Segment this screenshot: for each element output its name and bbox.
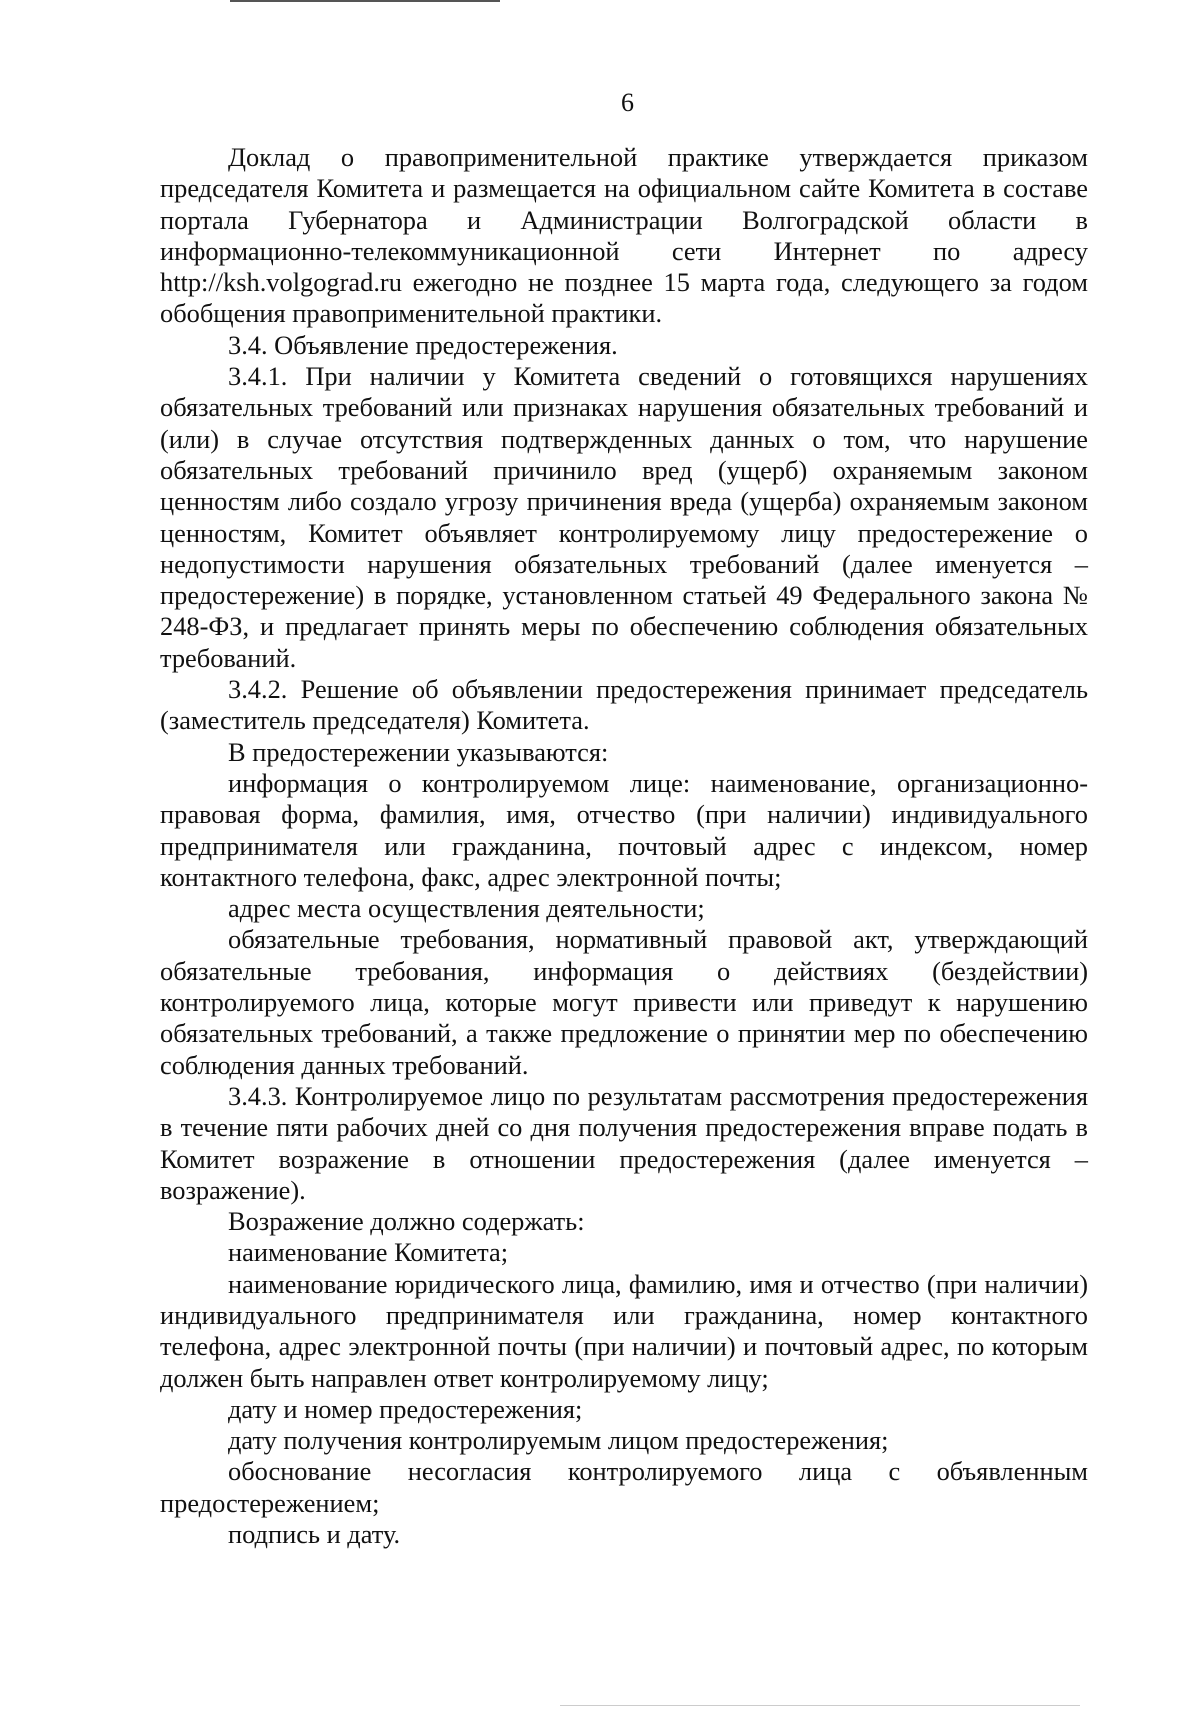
page-number: 6 (621, 88, 634, 117)
document-body (160, 142, 1088, 1550)
list-item-activity-address: адрес места осуществления деятельности; (228, 893, 705, 924)
scan-edge-bottom (560, 1705, 1080, 1706)
paragraph-3-4-3: 3.4.3. Контролируемое лицо по результатам рассмотрения предостережения в течение пяти рабочих дней со дня получения предостережения вправе подать в Комитет возражение в отношении предостережения (далее именуется – возражение). (160, 1080, 1088, 1205)
list-item-controlled-person-info: информация о контролируемом лице: наименование, организационно-правовая форма, фамилия, имя, отчество (при наличии) индивидуального предпринимателя или гражданина, почтовый адрес с индексом, номер контактного телефона, факс, адрес электронной почты; (160, 767, 1088, 892)
list-item-receipt-date: дату получения контролируемым лицом предостережения; (228, 1425, 889, 1456)
list-item-signature-date: подпись и дату. (228, 1519, 401, 1550)
scan-edge-top (230, 0, 500, 2)
list-item-committee-name: наименование Комитета; (228, 1237, 509, 1268)
paragraph-report-approval: Доклад о правоприменительной практике утверждается приказом председателя Комитета и размещается на официальном сайте Комитета в составе портала Губернатора и Администрации Волгоградской области в информационно-телекоммуникационной сети Интернет по адресу http://ksh.volgograd.ru ежегодно не позднее 15 марта года, следующего за годом обобщения правоприменительной практики. (160, 142, 1088, 329)
section-heading-3-4: 3.4. Объявление предостережения. (228, 329, 618, 360)
paragraph-3-4-2: 3.4.2. Решение об объявлении предостережения принимает председатель (заместитель председателя) Комитета. (160, 674, 1088, 736)
list-item-applicant-details: наименование юридического лица, фамилию, имя и отчество (при наличии) индивидуального предпринимателя или гражданина, номер контактного телефона, адрес электронной почты (при наличии) и почтовый адрес, по которым должен быть направлен ответ контролируемому лицу; (160, 1268, 1088, 1393)
paragraph-3-4-1: 3.4.1. При наличии у Комитета сведений о готовящихся нарушениях обязательных требований или признаках нарушения обязательных требований и (или) в случае отсутствия подтвержденных данных о том, что нарушение обязательных требований причинило вред (ущерб) охраняемым законом ценностям либо создало угрозу причинения вреда (ущерба) охраняемым законом ценностям, Комитет объявляет контролируемому лицу предостережение о недопустимости нарушения обязательных требований (далее именуется – предостережение) в порядке, установленном статьей 49 Федерального закона № 248-ФЗ, и предлагает принять меры по обеспечению соблюдения обязательных требований. (160, 361, 1088, 673)
list-item-mandatory-requirements: обязательные требования, нормативный правовой акт, утверждающий обязательные требования, информация о действиях (бездействии) контролируемого лица, которые могут привести или приведут к нарушению обязательных требований, а также предложение о принятии мер по обеспечению соблюдения данных требований. (160, 924, 1088, 1080)
paragraph-objection-contents-intro: Возражение должно содержать: (228, 1206, 585, 1237)
list-item-disagreement-grounds: обоснование несогласия контролируемого лица с объявленным предостережением; (160, 1456, 1088, 1518)
list-item-warning-date-number: дату и номер предостережения; (228, 1393, 583, 1424)
paragraph-warning-contents-intro: В предостережении указываются: (228, 736, 609, 767)
